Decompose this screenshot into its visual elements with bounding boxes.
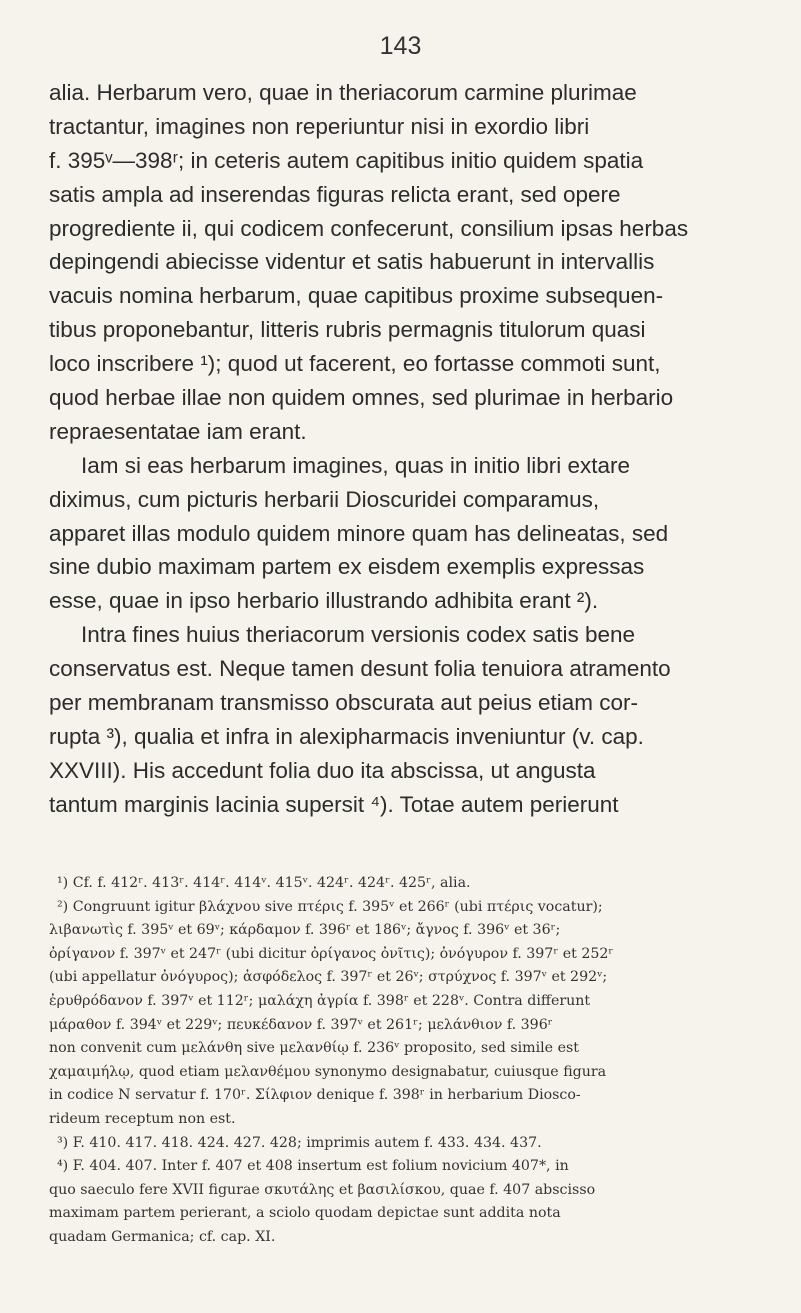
footnote-line: non convenit cum μελάνθη sive μελανθίῳ f. 236ᵛ proposito, sed simile est bbox=[49, 1040, 579, 1057]
text-line: per membranam transmisso obscurata aut peius etiam cor- bbox=[49, 690, 638, 716]
footnote-line: in codice N servatur f. 170ʳ. Σίλφιον denique f. 398ʳ in herbarium Diosco- bbox=[49, 1087, 581, 1104]
footnote-line: rideum receptum non est. bbox=[49, 1110, 236, 1127]
footnote-line: quo saeculo fere XVII figurae σκυτάλης et βασιλίσκου, quae f. 407 abscisso bbox=[49, 1181, 596, 1198]
text-line: diximus, cum picturis herbarii Dioscuridei comparamus, bbox=[49, 486, 600, 512]
footnote-line: ἐρυθρόδανον f. 397ᵛ et 112ʳ; μαλάχη ἀγρία f. 398ʳ et 228ᵛ. Contra differunt bbox=[49, 992, 591, 1009]
footnote-line: ὀρίγανον f. 397ᵛ et 247ʳ (ubi dicitur ὀρίγανος ὀνῖτις); ὀνόγυρον f. 397ʳ et 252ʳ bbox=[49, 945, 614, 962]
text-line: quod herbae illae non quidem omnes, sed plurimae in herbario bbox=[49, 385, 674, 411]
footnote-4: ⁴) F. 404. 407. Inter f. 407 et 408 insertum est folium novicium 407*, in bbox=[57, 1158, 569, 1175]
footnote-2: ²) Congruunt igitur βλάχνου sive πτέρις f. 395ᵛ et 266ʳ (ubi πτέρις vocatur); bbox=[57, 898, 603, 915]
paragraph-start-line: Iam si eas herbarum imagines, quas in initio libri extare bbox=[81, 452, 630, 478]
footnote-1: ¹) Cf. f. 412ʳ. 413ʳ. 414ʳ. 414ᵛ. 415ᵛ. 424ʳ. 424ʳ. 425ʳ, alia. bbox=[57, 875, 471, 891]
text-line: vacuis nomina herbarum, quae capitibus proxime subsequen- bbox=[49, 283, 664, 309]
text-line: XXVIII). His accedunt folia duo ita abscissa, ut angusta bbox=[49, 757, 596, 783]
text-line: progrediente ii, qui codicem confecerunt, consilium ipsas herbas bbox=[49, 215, 689, 241]
text-line: depingendi abiecisse videntur et satis habuerunt in intervallis bbox=[49, 249, 655, 275]
text-line: tractantur, imagines non reperiuntur nisi in exordio libri bbox=[49, 113, 590, 139]
footnotes bbox=[49, 872, 761, 1250]
main-text bbox=[49, 76, 761, 822]
text-line: repraesentatae iam erant. bbox=[49, 418, 307, 444]
text-line: rupta ³), qualia et infra in alexipharmacis inveniuntur (v. cap. bbox=[49, 723, 644, 749]
text-line: f. 395ᵛ—398ʳ; in ceteris autem capitibus initio quidem spatia bbox=[49, 147, 644, 173]
footnote-line: maximam partem perierant, a sciolo quodam depictae sunt addita nota bbox=[49, 1205, 561, 1222]
footnote-line: quadam Germanica; cf. cap. XI. bbox=[49, 1228, 276, 1245]
text-line: apparet illas modulo quidem minore quam has delineatas, sed bbox=[49, 520, 669, 546]
text-line: tibus proponebantur, litteris rubris permagnis titulorum quasi bbox=[49, 317, 646, 343]
text-line: tantum marginis lacinia supersit ⁴). Totae autem perierunt bbox=[49, 791, 619, 817]
text-line: loco inscribere ¹); quod ut facerent, eo fortasse commoti sunt, bbox=[49, 351, 661, 377]
footnote-line: χαμαιμήλῳ, quod etiam μελανθέμου synonymo designabatur, cuiusque figura bbox=[49, 1063, 607, 1080]
text-line: sine dubio maximam partem ex eisdem exemplis expressas bbox=[49, 554, 645, 580]
footnote-line: λιβανωτὶς f. 395ᵛ et 69ᵛ; κάρδαμον f. 396ʳ et 186ᵛ; ἄγνος f. 396ᵛ et 36ʳ; bbox=[49, 922, 561, 939]
text-line: esse, quae in ipso herbario illustrando adhibita erant ²). bbox=[49, 588, 599, 614]
text-line: conservatus est. Neque tamen desunt folia tenuiora atramento bbox=[49, 656, 671, 682]
paragraph-start-line: Intra fines huius theriacorum versionis codex satis bene bbox=[81, 622, 636, 648]
page-number: 143 bbox=[379, 32, 422, 60]
footnote-line: μάραθον f. 394ᵛ et 229ᵛ; πευκέδανον f. 397ᵛ et 261ʳ; μελάνθιον f. 396ʳ bbox=[49, 1016, 553, 1033]
footnote-3: ³) F. 410. 417. 418. 424. 427. 428; imprimis autem f. 433. 434. 437. bbox=[57, 1134, 542, 1151]
text-line: alia. Herbarum vero, quae in theriacorum carmine plurimae bbox=[49, 80, 637, 105]
footnote-line: (ubi appellatur ὀνόγυρος); ἀσφόδελος f. 397ʳ et 26ᵛ; στρύχνος f. 397ᵛ et 292ᵛ; bbox=[49, 969, 608, 986]
text-line: satis ampla ad inserendas figuras relicta erant, sed opere bbox=[49, 181, 621, 207]
